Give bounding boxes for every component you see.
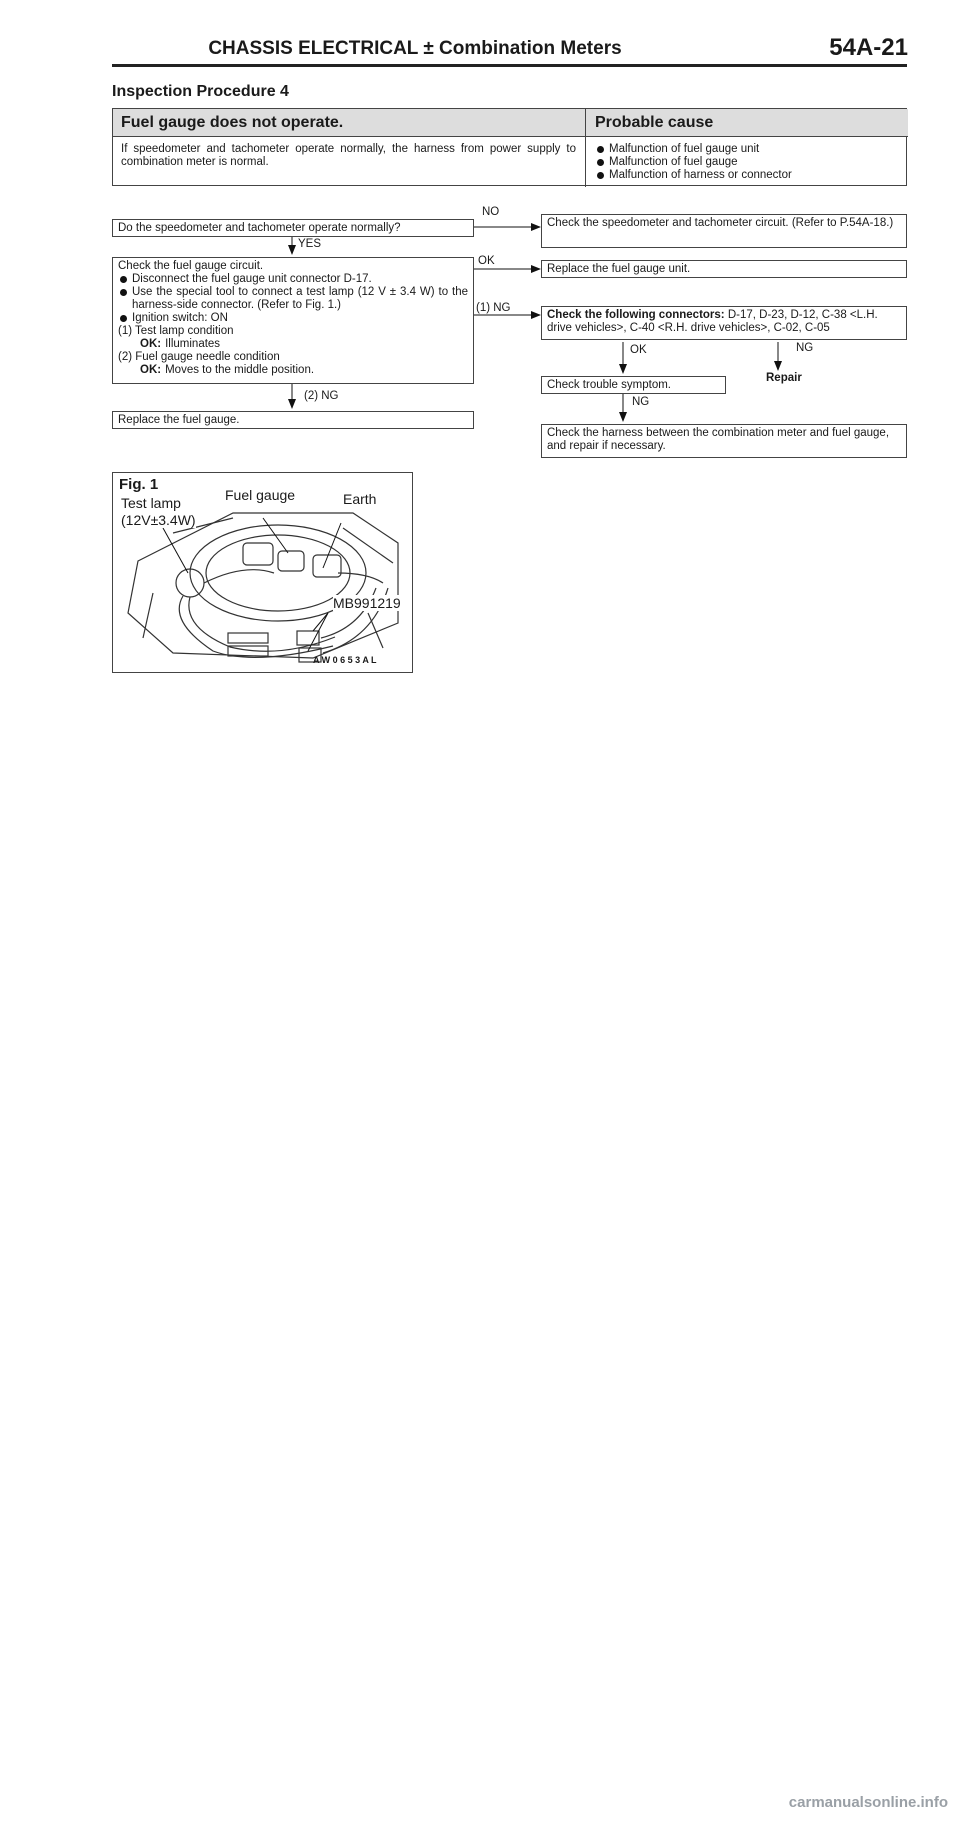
- conn-ng-label: NG: [796, 342, 814, 354]
- cause-header: Probable cause: [595, 114, 714, 131]
- symptom-text: If speedometer and tachometer operate normally, the harness from power supply to combination meter is normal.: [121, 143, 576, 168]
- check-condition: (2) Fuel gauge needle condition: [118, 351, 280, 363]
- harness-check-box: Check the harness between the combination meter and fuel gauge, and repair if necessary.: [541, 424, 907, 458]
- figure-code: A W 0 6 5 3 A L: [313, 655, 377, 665]
- check-speedometer-box: Check the speedometer and tachometer circuit. (Refer to P.54A-18.): [541, 214, 907, 248]
- trouble-ng-label: NG: [632, 396, 650, 408]
- check-ok-row: [118, 338, 468, 351]
- repair-label: Repair: [766, 372, 802, 384]
- check-condition: (1) Test lamp condition: [118, 325, 234, 337]
- conn-ok-label: OK: [630, 344, 647, 356]
- replace-gauge-box: Replace the fuel gauge.: [112, 411, 474, 429]
- trouble-symptom-box: Check trouble symptom.: [541, 376, 726, 394]
- cause-item: Malfunction of harness or connector: [595, 169, 792, 182]
- ng1-label: (1) NG: [476, 302, 511, 314]
- check-step: Ignition switch: ON: [118, 312, 468, 325]
- ok-key: OK:: [140, 364, 162, 376]
- cause-item: Malfunction of fuel gauge: [595, 156, 792, 169]
- connectors-heading: Check the following connectors:: [547, 309, 725, 321]
- ok-label: OK: [478, 255, 495, 267]
- ok-key: OK:: [140, 338, 162, 350]
- callout-test-lamp-rating: (12V±3.4W): [121, 512, 196, 528]
- check-step: Disconnect the fuel gauge unit connector D-17.: [118, 273, 468, 286]
- page-header-title: CHASSIS ELECTRICAL ± Combination Meters: [208, 38, 622, 59]
- check-connectors-box: [541, 306, 907, 340]
- connectors-list: D-17, D-23, D-12, C-38 <L.H. drive vehicles>, C-40 <R.H. drive vehicles>, C-02, C-05: [547, 309, 878, 334]
- cause-item: Malfunction of fuel gauge unit: [595, 143, 792, 156]
- callout-tool: MB991219: [333, 595, 401, 611]
- callout-test-lamp: Test lamp: [121, 495, 181, 511]
- check-title: Check the fuel gauge circuit.: [118, 260, 264, 272]
- check-ok-row: [118, 364, 468, 377]
- ok-value: Illuminates: [165, 338, 221, 350]
- check-step: Use the special tool to connect a test lamp (12 V ± 3.4 W) to the harness-side connector. (Refer to Fig. 1.): [118, 286, 468, 312]
- figure-title: Fig. 1: [119, 476, 159, 493]
- symptom-header: Fuel gauge does not operate.: [121, 114, 344, 131]
- replace-unit-box: Replace the fuel gauge unit.: [541, 260, 907, 278]
- callout-fuel-gauge: Fuel gauge: [225, 487, 296, 503]
- check-fuel-gauge-box: [112, 257, 474, 384]
- yes-label: YES: [298, 238, 322, 250]
- ok-value: Moves to the middle position.: [165, 364, 315, 376]
- section-title: Inspection Procedure 4: [112, 83, 289, 100]
- watermark-footer: carmanualsonline.info: [788, 1794, 948, 1811]
- page-number: 54A-21: [829, 34, 908, 61]
- no-label: NO: [482, 206, 500, 218]
- ng2-label: (2) NG: [304, 390, 339, 402]
- callout-earth: Earth: [343, 491, 377, 507]
- flow-question-box: Do the speedometer and tachometer operate normally?: [112, 219, 474, 237]
- figure-1: [112, 472, 413, 673]
